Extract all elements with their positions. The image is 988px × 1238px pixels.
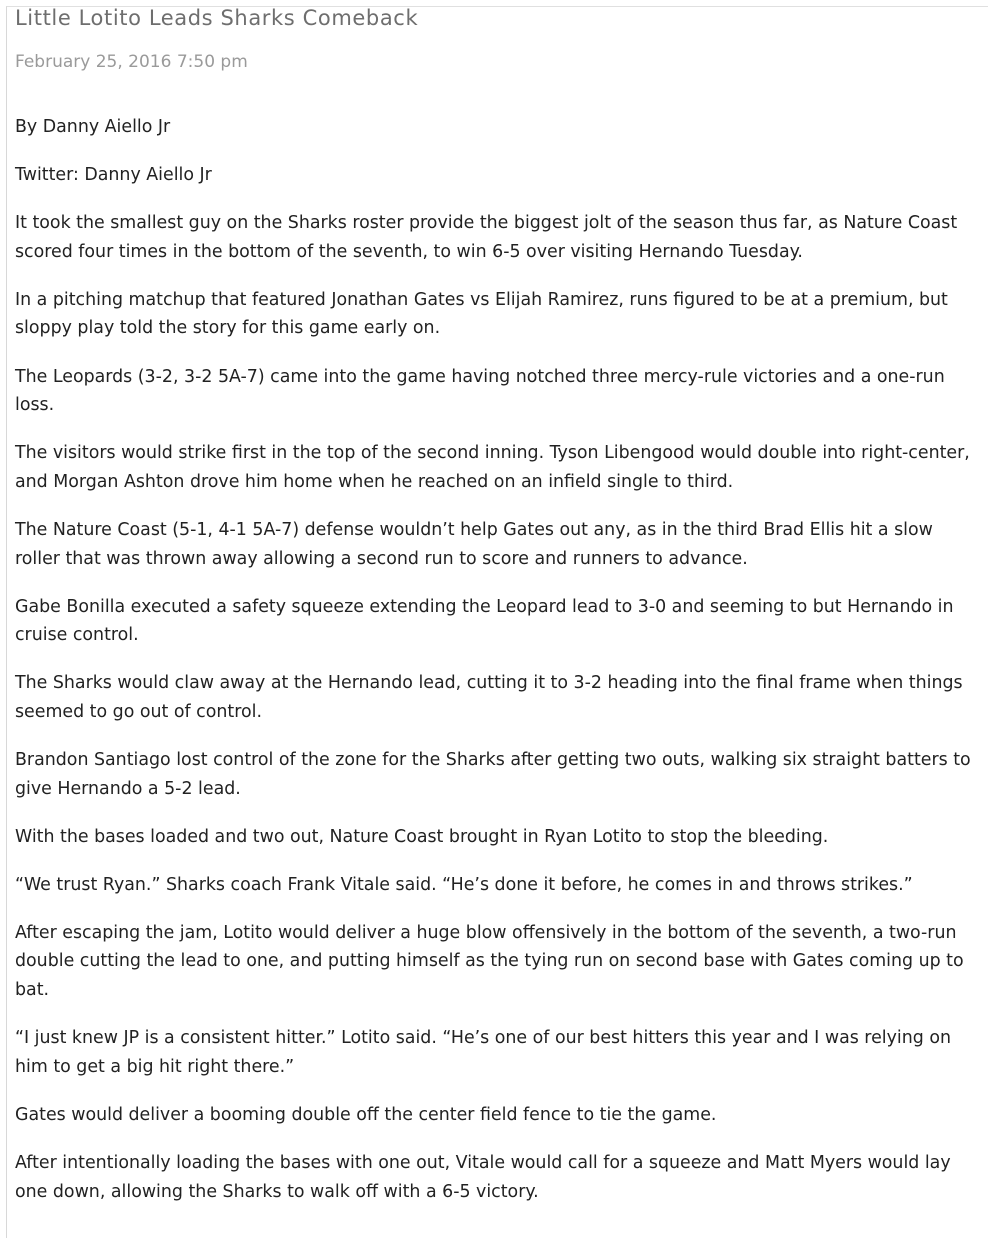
- quote-paragraph: “I just knew JP is a consistent hitter.” Lotito said. “He’s one of our best hitters this year and I was relying on him to get a big hit right there.”: [15, 1028, 951, 1077]
- paragraph: The Nature Coast (5-1, 4-1 5A-7) defense wouldn’t help Gates out any, as in the third Brad Ellis hit a slow roller that was thrown away allowing a second run to score and runners to advance.: [15, 519, 933, 569]
- paragraph: It took the smallest guy on the Sharks roster provide the biggest jolt of the season thus far, as Nature Coast scored four times in the bottom of the seventh, to win 6-5 over visiting Hernando Tuesday.: [15, 213, 958, 262]
- twitter-handle: Twitter: Danny Aiello Jr: [15, 165, 212, 186]
- byline: By Danny Aiello Jr: [15, 117, 171, 137]
- article: [15, 0, 981, 1226]
- paragraph: The Leopards (3-2, 3-2 5A-7) came into the game having notched three mercy-rule victories and a one-run loss.: [15, 366, 945, 416]
- quote-paragraph: “We trust Ryan.” Sharks coach Frank Vitale said. “He’s done it before, he comes in and throws strikes.”: [15, 874, 913, 895]
- article-title: Little Lotito Leads Sharks Comeback: [15, 6, 419, 30]
- paragraph: The Sharks would claw away at the Hernando lead, cutting it to 3-2 heading into the final frame when things seemed to go out of control.: [15, 673, 963, 722]
- paragraph: The visitors would strike first in the top of the second inning. Tyson Libengood would double into right-center, and Morgan Ashton drove him home when he reached on an infield single to third.: [15, 443, 970, 492]
- paragraph: With the bases loaded and two out, Nature Coast brought in Ryan Lotito to stop the bleeding.: [15, 826, 829, 847]
- paragraph: Brandon Santiago lost control of the zone for the Sharks after getting two outs, walking six straight batters to give Hernando a 5-2 lead.: [15, 750, 971, 799]
- paragraph: In a pitching matchup that featured Jonathan Gates vs Elijah Ramirez, runs figured to be at a premium, but sloppy play told the story for this game early on.: [15, 289, 948, 339]
- article-body: [15, 113, 981, 1206]
- paragraph: After intentionally loading the bases with one out, Vitale would call for a squeeze and Matt Myers would lay one down, allowing the Sharks to walk off with a 6-5 victory.: [15, 1152, 951, 1202]
- article-date: February 25, 2016 7:50 pm: [15, 52, 248, 72]
- paragraph: Gabe Bonilla executed a safety squeeze extending the Leopard lead to 3-0 and seeming to but Hernando in cruise control.: [15, 596, 954, 646]
- paragraph: Gates would deliver a booming double off the center field fence to tie the game.: [15, 1104, 717, 1125]
- paragraph: After escaping the jam, Lotito would deliver a huge blow offensively in the bottom of the seventh, a two-run double cutting the lead to one, and putting himself as the tying run on second base with Gates coming up to bat.: [15, 922, 964, 1001]
